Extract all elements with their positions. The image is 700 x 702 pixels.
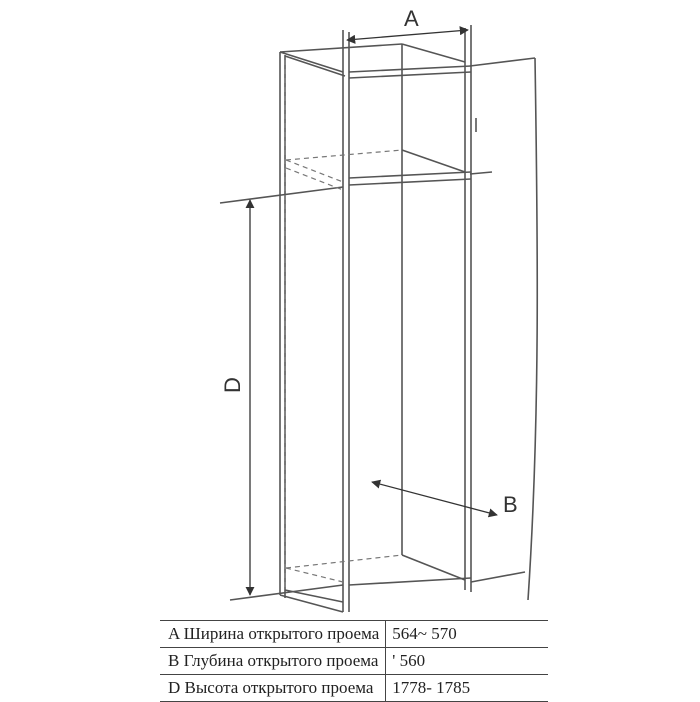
label-b: B [503,492,518,517]
spec-value: 1778- 1785 [386,675,549,702]
spec-value: 564~ 570 [386,621,549,648]
dimension-b [372,482,497,515]
spec-row-width [160,621,548,648]
spec-row-height [160,675,548,702]
spec-row-depth [160,648,548,675]
dimension-a [347,30,468,40]
spec-name: B Глубина открытого проема [160,648,386,675]
spec-value: ' 560 [386,648,549,675]
spec-name: A Ширина открытого проема [160,621,386,648]
spec-name: D Высота открытого проема [160,675,386,702]
spec-table [160,620,548,702]
cabinet-frame [220,25,537,612]
label-a: A [404,6,419,31]
label-d: D [220,377,245,393]
